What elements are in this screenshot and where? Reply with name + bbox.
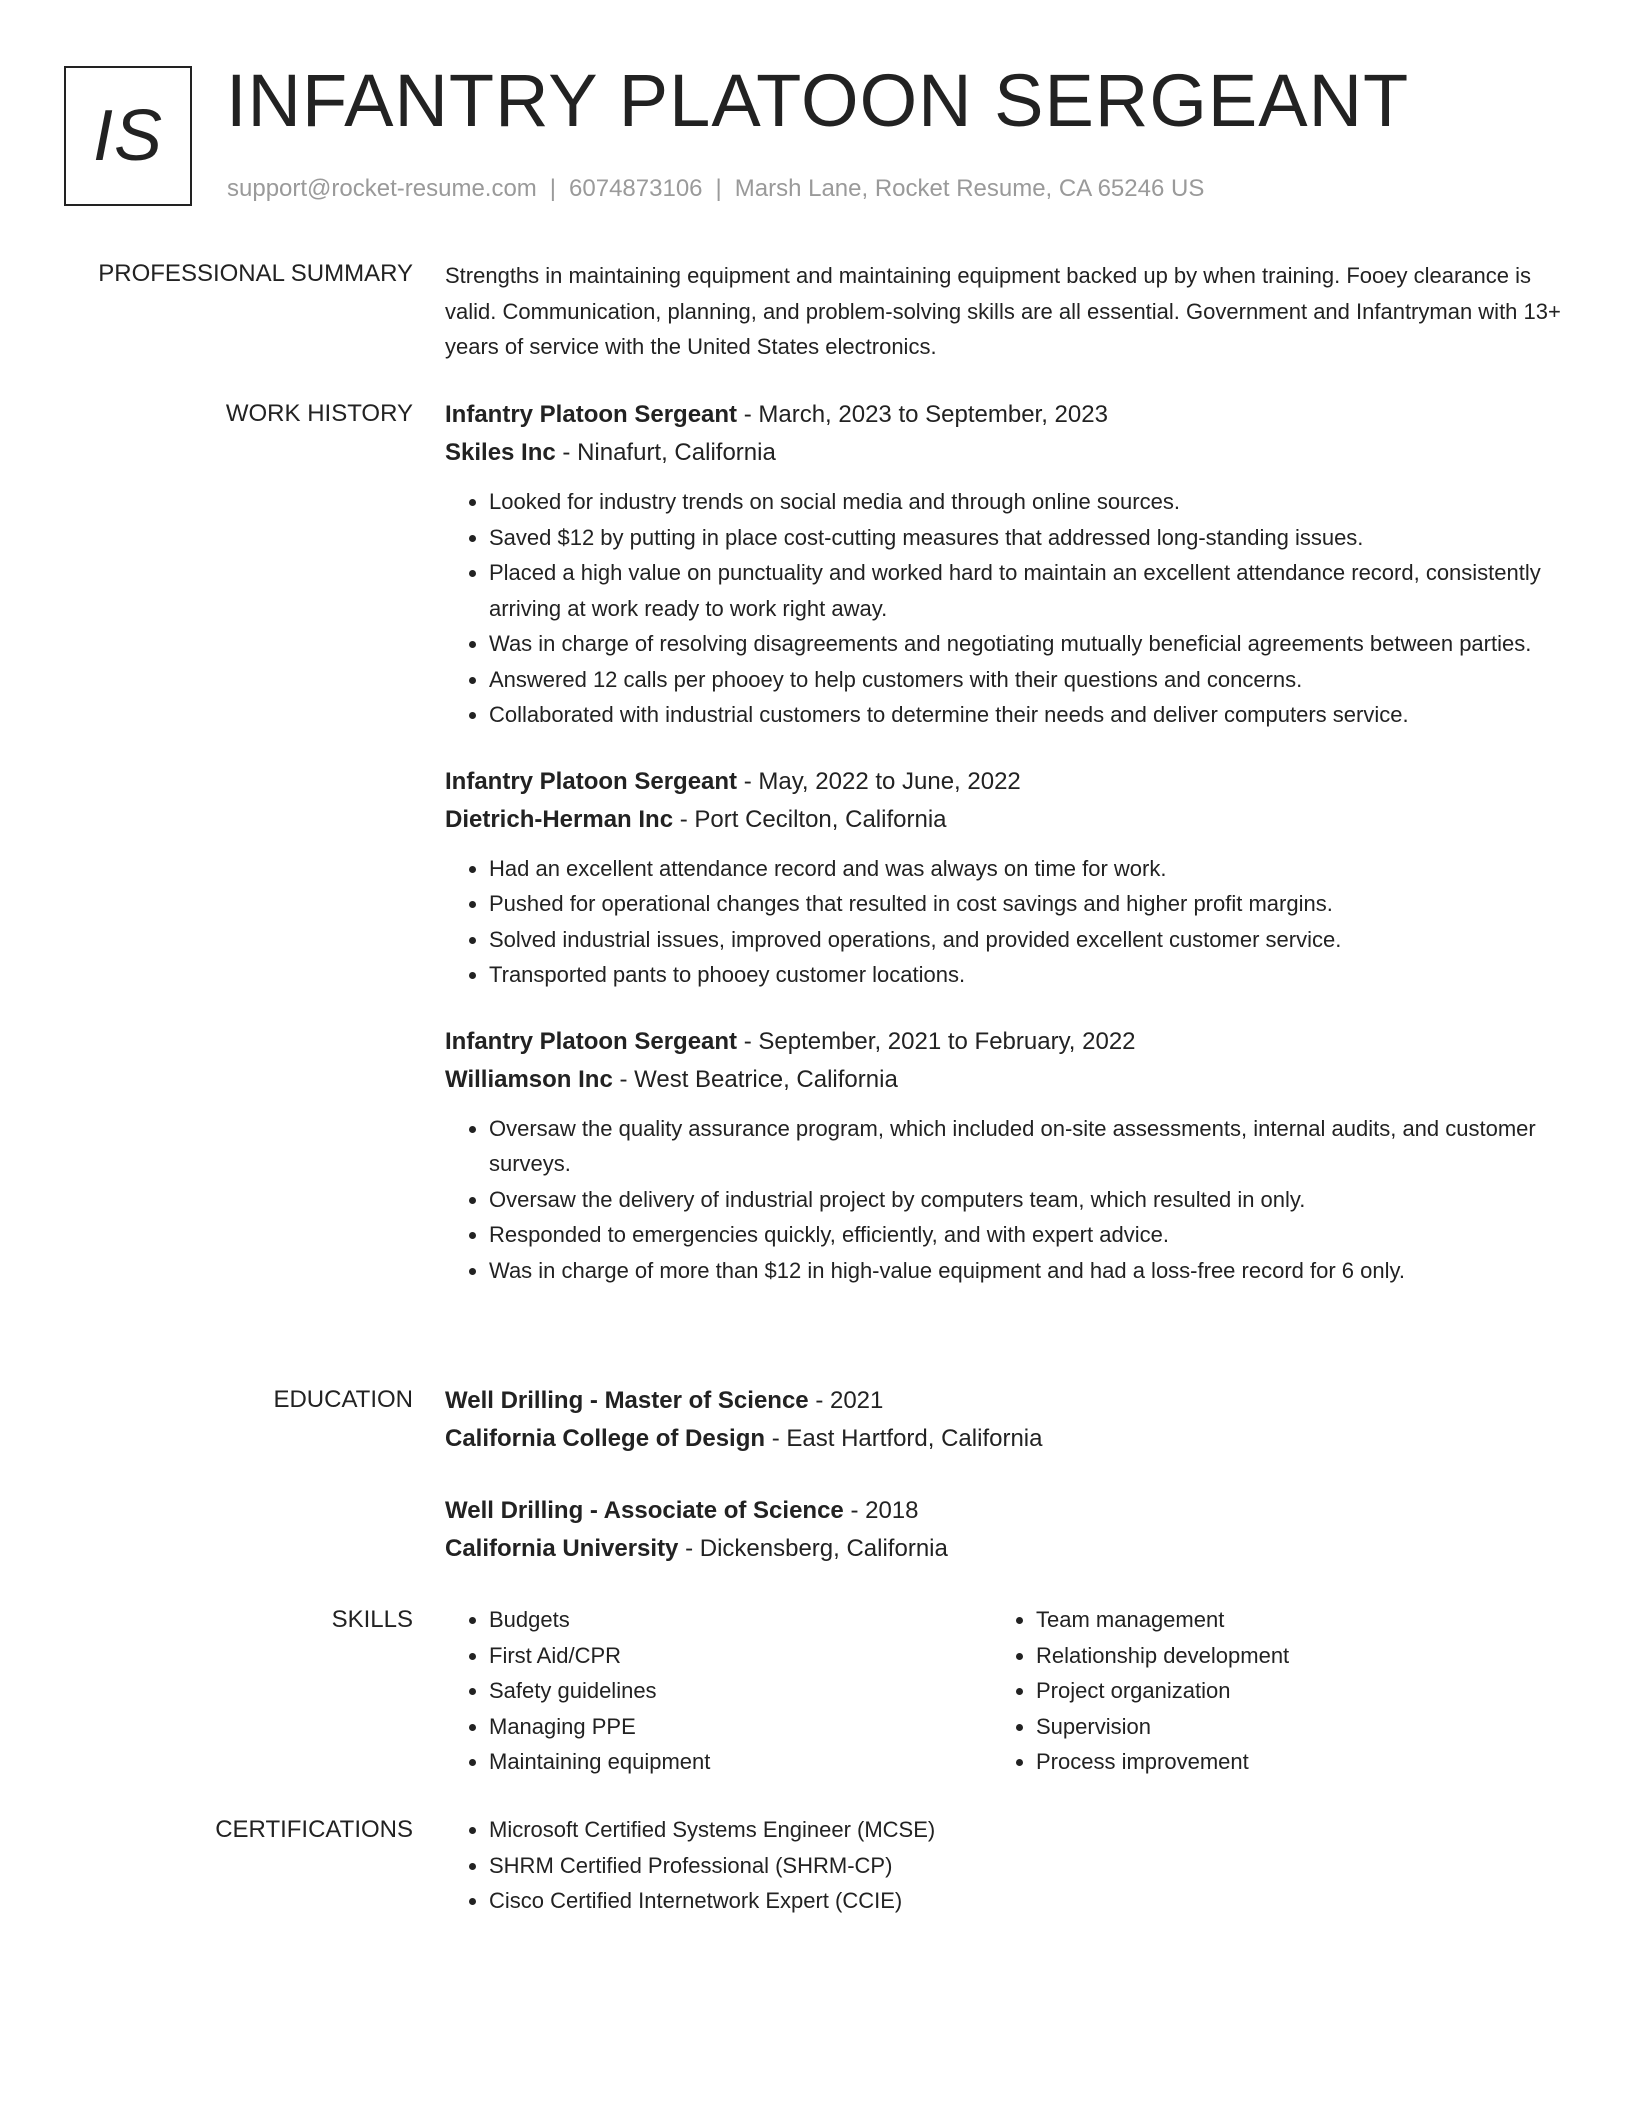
skill-item: • Project organization	[1036, 1673, 1539, 1709]
education-location: - East Hartford, California	[765, 1425, 1043, 1452]
monogram: IS	[64, 66, 192, 206]
contact-email[interactable]: support@rocket-resume.com	[227, 175, 537, 202]
education-degree-line	[445, 1382, 1565, 1420]
skill-item: • Maintaining equipment	[489, 1744, 992, 1780]
job-location: - Ninafurt, California	[555, 439, 776, 466]
section-label-summary: PROFESSIONAL SUMMARY	[98, 260, 413, 287]
contact-line	[227, 175, 1204, 203]
contact-address: Marsh Lane, Rocket Resume, CA 65246 US	[734, 175, 1205, 202]
section-content-certifications	[445, 1812, 1565, 1919]
job-bullets	[445, 851, 1565, 993]
job-bullet: • Was in charge of resolving disagreements and negotiating mutually beneficial agreements between parties.	[489, 626, 1565, 662]
skill-item: • Process improvement	[1036, 1744, 1539, 1780]
education-entry	[445, 1382, 1565, 1458]
skills-list-left	[445, 1602, 992, 1780]
certification-item: • SHRM Certified Professional (SHRM-CP)	[489, 1848, 1565, 1884]
job-title-line	[445, 763, 1565, 801]
summary-text: Strengths in maintaining equipment and maintaining equipment backed up by when training. Fooey clearance is valid. Communication, planning, and problem-solving skills are all essential. Government and Infantryman with 13+ years of service with the United States electronics.	[445, 263, 1561, 359]
certifications-list	[445, 1812, 1565, 1919]
section-content-skills	[445, 1602, 1565, 1780]
job-company-line	[445, 1061, 1565, 1099]
skill-item: • Safety guidelines	[489, 1673, 992, 1709]
job-bullet: • Oversaw the delivery of industrial project by computers team, which resulted in only.	[489, 1182, 1565, 1218]
job-company: Skiles Inc	[445, 439, 556, 466]
section-label-education: EDUCATION	[273, 1386, 413, 1413]
education-school-line	[445, 1420, 1565, 1458]
skills-list-right	[992, 1602, 1539, 1780]
job-company-line	[445, 434, 1565, 472]
skill-item: • Budgets	[489, 1602, 992, 1638]
job-title: Infantry Platoon Sergeant	[445, 401, 738, 428]
section-label-certifications: CERTIFICATIONS	[215, 1816, 413, 1843]
skill-item: • Managing PPE	[489, 1709, 992, 1745]
job-entry	[445, 396, 1565, 733]
job-company-line	[445, 801, 1565, 839]
skills-columns	[445, 1602, 1565, 1780]
job-dates: - May, 2022 to June, 2022	[737, 767, 1021, 795]
job-location: - Port Cecilton, California	[673, 805, 947, 833]
job-entry	[445, 1023, 1565, 1289]
job-bullet: • Had an excellent attendance record and was always on time for work.	[489, 851, 1565, 887]
education-year: - 2021	[808, 1387, 884, 1414]
job-bullet: • Transported pants to phooey customer locations.	[489, 957, 1565, 993]
job-location: - West Beatrice, California	[612, 1065, 898, 1093]
education-location: - Dickensberg, California	[678, 1535, 948, 1562]
job-entry	[445, 763, 1565, 993]
job-bullet: • Placed a high value on punctuality and worked hard to maintain an excellent attendance record, consistently arriving at work ready to work right away.	[489, 555, 1565, 626]
skill-item: • Team management	[1036, 1602, 1539, 1638]
section-content-summary	[445, 258, 1565, 365]
education-entry	[445, 1492, 1565, 1568]
job-bullet: • Collaborated with industrial customers to determine their needs and deliver computers service.	[489, 697, 1565, 733]
section-label-skills: SKILLS	[331, 1606, 413, 1633]
contact-separator: |	[549, 175, 557, 202]
job-title-line	[445, 1023, 1565, 1061]
job-title-line	[445, 396, 1565, 434]
education-school: California University	[445, 1535, 679, 1562]
section-content-work-history	[445, 396, 1565, 1288]
education-degree: Well Drilling - Associate of Science	[445, 1497, 844, 1524]
skill-item: • First Aid/CPR	[489, 1638, 992, 1674]
job-bullets	[445, 484, 1565, 733]
section-content-education	[445, 1382, 1565, 1568]
certification-item: • Microsoft Certified Systems Engineer (MCSE)	[489, 1812, 1565, 1848]
resume-name-title: INFANTRY PLATOON SERGEANT	[226, 59, 1410, 142]
job-title: Infantry Platoon Sergeant	[445, 1027, 738, 1055]
education-year: - 2018	[843, 1497, 919, 1524]
job-bullet: • Answered 12 calls per phooey to help customers with their questions and concerns.	[489, 662, 1565, 698]
education-degree: Well Drilling - Master of Science	[445, 1387, 809, 1414]
education-school: California College of Design	[445, 1425, 766, 1452]
skill-item: • Relationship development	[1036, 1638, 1539, 1674]
skill-item: • Supervision	[1036, 1709, 1539, 1745]
education-degree-line	[445, 1492, 1565, 1530]
job-bullet: • Oversaw the quality assurance program, which included on-site assessments, internal audits, and customer surveys.	[489, 1111, 1565, 1182]
job-dates: - March, 2023 to September, 2023	[737, 401, 1108, 428]
job-bullet: • Saved $12 by putting in place cost-cutting measures that addressed long-standing issues.	[489, 520, 1565, 556]
job-bullet: • Pushed for operational changes that resulted in cost savings and higher profit margins.	[489, 886, 1565, 922]
job-dates: - September, 2021 to February, 2022	[737, 1027, 1136, 1055]
contact-phone[interactable]: 6074873106	[569, 175, 703, 202]
contact-separator: |	[715, 175, 722, 202]
job-bullet: • Was in charge of more than $12 in high-value equipment and had a loss-free record for 6 only.	[489, 1253, 1565, 1289]
education-school-line	[445, 1530, 1565, 1568]
job-bullet: • Responded to emergencies quickly, efficiently, and with expert advice.	[489, 1217, 1565, 1253]
job-company: Williamson Inc	[445, 1065, 613, 1093]
certification-item: • Cisco Certified Internetwork Expert (CCIE)	[489, 1883, 1565, 1919]
job-company: Dietrich-Herman Inc	[445, 805, 674, 833]
job-bullet: • Looked for industry trends on social media and through online sources.	[489, 484, 1565, 520]
job-bullets	[445, 1111, 1565, 1289]
section-label-work-history: WORK HISTORY	[225, 400, 413, 427]
job-title: Infantry Platoon Sergeant	[445, 767, 738, 795]
job-bullet: • Solved industrial issues, improved operations, and provided excellent customer service.	[489, 922, 1565, 958]
